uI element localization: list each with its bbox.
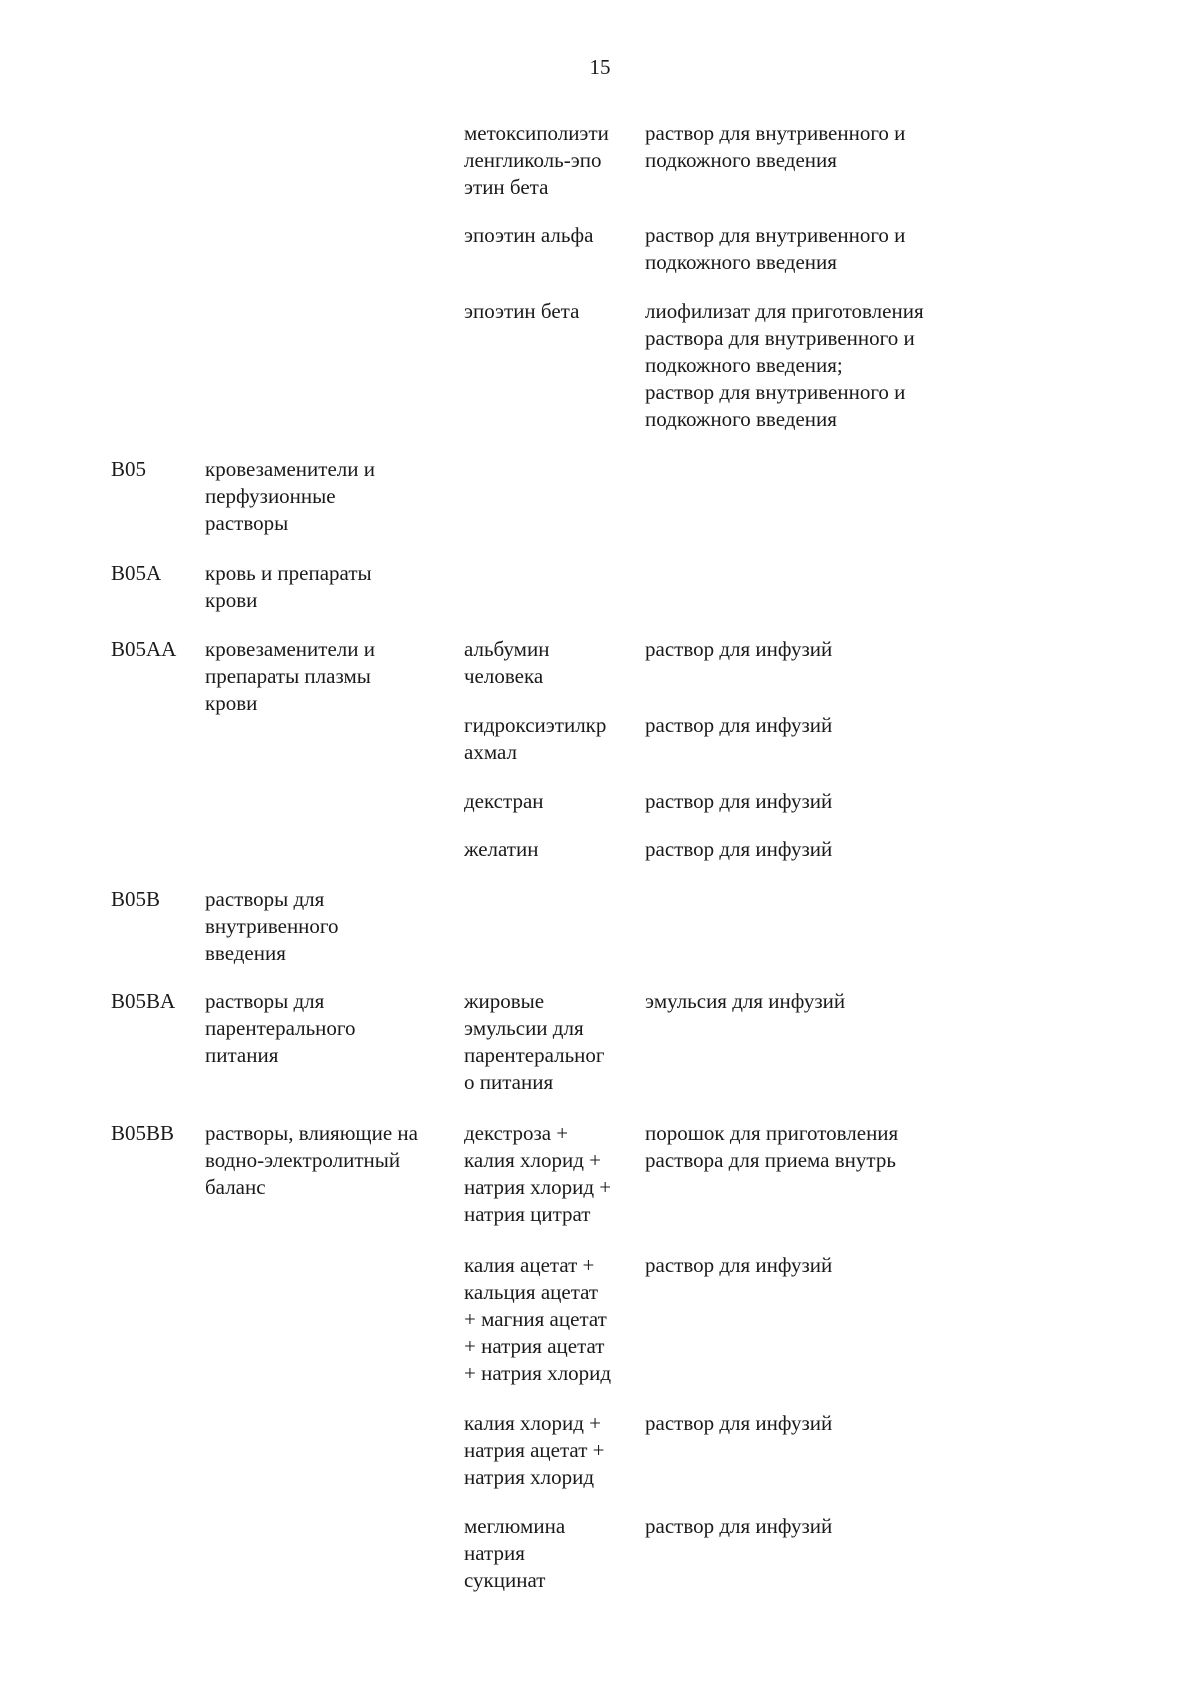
dosage-form: раствор для инфузий: [645, 1411, 833, 1435]
drug-name: меглюмина натрия сукцинат: [464, 1514, 566, 1592]
dosage-form: раствор для инфузий: [645, 1514, 833, 1538]
atc-group-name: кровь и препараты крови: [205, 561, 372, 612]
drug-name: метоксиполиэти ленгликоль-эпо этин бета: [464, 121, 609, 199]
drug-name: калия ацетат + кальция ацетат + магния ацетат + натрия ацетат + натрия хлорид: [464, 1253, 612, 1385]
dosage-form: раствор для инфузий: [645, 837, 833, 861]
drug-name: декстроза + калия хлорид + натрия хлорид + натрия цитрат: [464, 1121, 612, 1226]
atc-code: B05BB: [111, 1121, 175, 1145]
drug-name: эпоэтин альфа: [464, 223, 594, 247]
atc-group-name: кровезаменители и препараты плазмы крови: [205, 637, 375, 715]
atc-code: B05A: [111, 561, 162, 585]
dosage-form: раствор для инфузий: [645, 637, 833, 661]
dosage-form: раствор для инфузий: [645, 713, 833, 737]
dosage-form: раствор для инфузий: [645, 789, 833, 813]
page-number: 15: [589, 55, 611, 79]
drug-name: декстран: [464, 789, 544, 813]
atc-group-name: растворы, влияющие на водно-электролитный баланс: [205, 1121, 418, 1199]
drug-name: эпоэтин бета: [464, 299, 580, 323]
dosage-form: лиофилизат для приготовления раствора для внутривенного и подкожного введения; раствор для внутривенного и подкожного введения: [645, 299, 924, 431]
drug-name: желатин: [464, 837, 539, 861]
dosage-form: раствор для инфузий: [645, 1253, 833, 1277]
drug-name: калия хлорид + натрия ацетат + натрия хлорид: [464, 1411, 605, 1489]
drug-name: гидроксиэтилкр ахмал: [464, 713, 607, 764]
drug-name: альбумин человека: [464, 637, 550, 688]
atc-code: B05BA: [111, 989, 176, 1013]
atc-group-name: растворы для внутривенного введения: [205, 887, 339, 965]
dosage-form: порошок для приготовления раствора для приема внутрь: [645, 1121, 899, 1172]
dosage-form: раствор для внутривенного и подкожного введения: [645, 121, 906, 172]
atc-group-name: растворы для парентерального питания: [205, 989, 356, 1067]
dosage-form: эмульсия для инфузий: [645, 989, 846, 1013]
atc-code: B05AA: [111, 637, 177, 661]
atc-code: B05B: [111, 887, 161, 911]
drug-name: жировые эмульсии для парентеральног о питания: [464, 989, 605, 1094]
atc-code: B05: [111, 457, 147, 481]
dosage-form: раствор для внутривенного и подкожного введения: [645, 223, 906, 274]
atc-group-name: кровезаменители и перфузионные растворы: [205, 457, 375, 535]
